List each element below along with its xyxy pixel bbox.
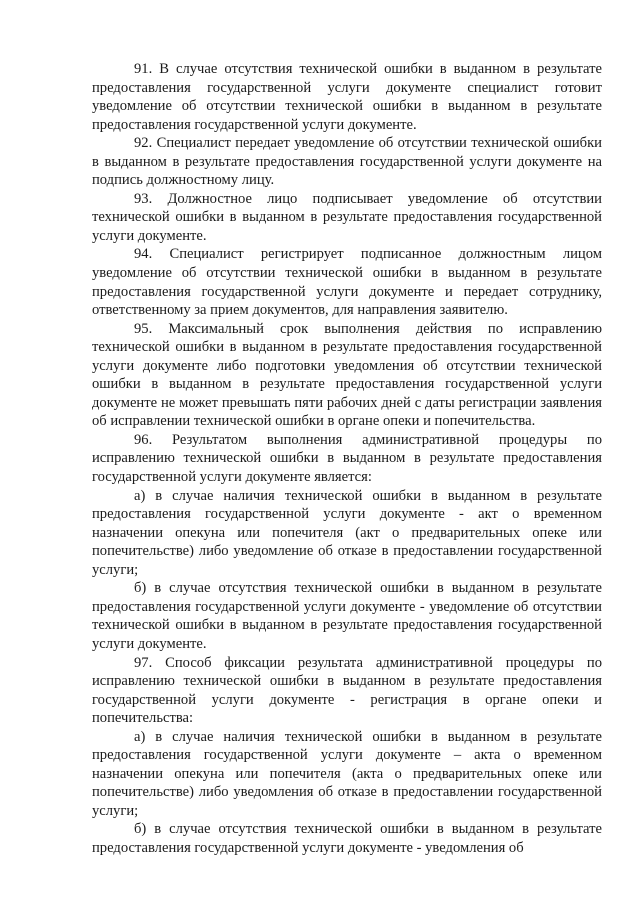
document-body: [92, 60, 602, 858]
paragraph-94: 94. Специалист регистрирует подписанное должностным лицом уведомление об отсутствии технической ошибки в выданном в результате предоставления государственной услуги документе и передает сотруднику, ответственному за прием документов, для направления заявителю.: [92, 246, 602, 319]
paragraph-96-b: б) в случае отсутствия технической ошибки в выданном в результате предоставления государственной услуги документе - уведомление об отсутствии технической ошибки в выданном в результате предоставления государственной услуги документе.: [92, 580, 602, 652]
paragraph-96: 96. Результатом выполнения административной процедуры по исправлению технической ошибки в выданном в результате предоставления государственной услуги документе является:: [92, 431, 602, 486]
paragraph-91: 91. В случае отсутствия технической ошибки в выданном в результате предоставления государственной услуги документе специалист готовит уведомление об отсутствии технической ошибки в выданном в результате предоставления государственной услуги документе.: [92, 61, 602, 133]
paragraph-93: 93. Должностное лицо подписывает уведомление об отсутствии технической ошибки в выданном в результате предоставления государственной услуги документе.: [92, 190, 602, 244]
paragraph-97: 97. Способ фиксации результата административной процедуры по исправлению технической ошибки в выданном в результате предоставления государственной услуги документе - регистрация в органе опеки и попечительства:: [92, 654, 602, 727]
paragraph-95: 95. Максимальный срок выполнения действия по исправлению технической ошибки в выданном в результате предоставления государственной услуги документе либо подготовки уведомления об отсутствии технической ошибки в выданном в результате предоставления государственной услуги документе не может превышать пяти рабочих дней с даты регистрации заявления об исправлении технической ошибки в органе опеки и попечительства.: [92, 320, 602, 430]
paragraph-97-a: а) в случае наличия технической ошибки в выданном в результате предоставления государственной услуги документе – акта о временном назначении опекуна или попечителя (акта о предварительных опеке или попечительстве) либо уведомления об отказе в предоставлении государственной услуги;: [92, 728, 602, 819]
paragraph-96-a: а) в случае наличия технической ошибки в выданном в результате предоставления государственной услуги документе - акт о временном назначении опекуна или попечителя (акт о предварительных опеке или попечительстве) либо уведомление об отказе в предоставлении государственной услуги;: [92, 487, 602, 578]
paragraph-97-b: б) в случае отсутствия технической ошибки в выданном в результате предоставления государственной услуги документе - уведомления об: [92, 821, 602, 856]
paragraph-92: 92. Специалист передает уведомление об отсутствии технической ошибки в выданном в результате предоставления государственной услуги документе на подпись должностному лицу.: [92, 135, 602, 189]
